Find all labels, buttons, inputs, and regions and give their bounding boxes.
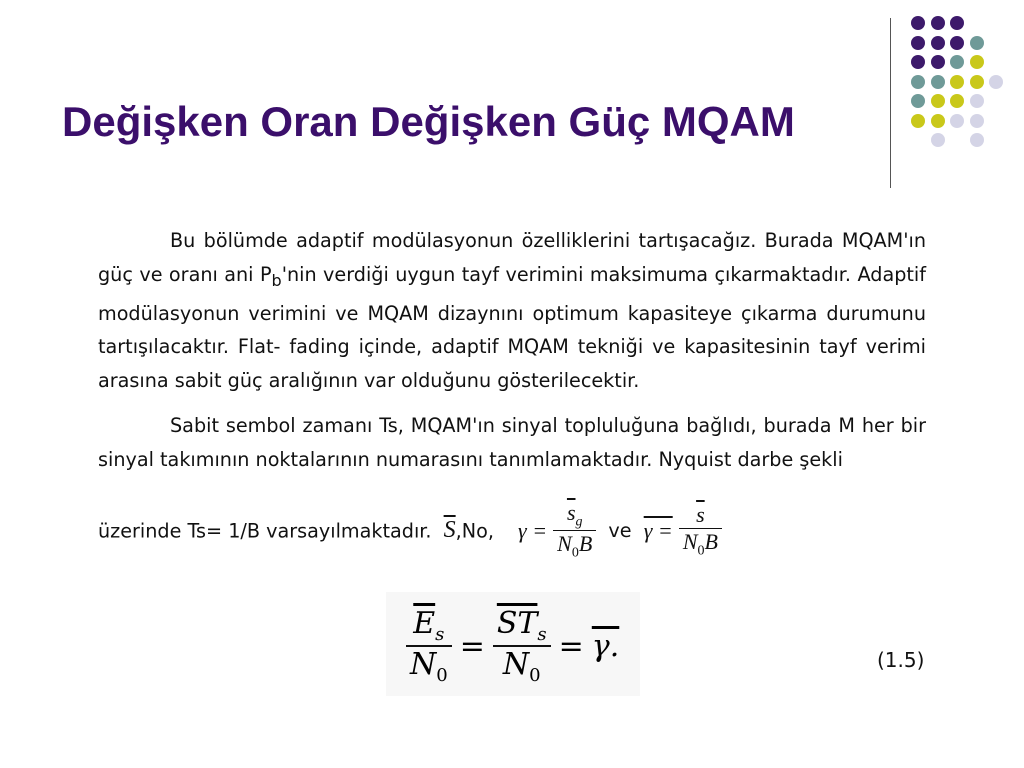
es-over-n0: $\frac{\overline{E}_s}{N_0}$ — [406, 606, 452, 686]
decorative-dot — [950, 114, 964, 128]
body-text — [98, 224, 926, 476]
decorative-dot — [950, 75, 964, 89]
decorative-dot — [970, 133, 984, 147]
decorative-dot — [931, 114, 945, 128]
decorative-dot — [970, 94, 984, 108]
decorative-dot — [950, 36, 964, 50]
decorative-dot — [911, 75, 925, 89]
decorative-dot — [970, 75, 984, 89]
decorative-dot — [911, 36, 925, 50]
decorative-dot — [989, 75, 1003, 89]
formula-line: üzerinde Ts= 1/B varsayılmaktadır. $\overline{S},No$, γ = $\frac{\overline{s}_g}{N_0B}$ ve γ = $\frac{\overline{s}}{N_0B}$ — [98, 500, 722, 560]
slide-title: Değişken Oran Değişken Güç MQAM — [62, 98, 795, 145]
decorative-dot — [970, 114, 984, 128]
gamma-s-fraction: $\frac{\overline{s}}{N_0B}$ — [679, 502, 722, 559]
gamma-sg-fraction: $\frac{\overline{s}_g}{N_0B}$ — [553, 500, 596, 562]
decorative-dot — [911, 114, 925, 128]
decorative-dot — [931, 36, 945, 50]
st-over-n0: $\frac{\overline{ST}_s}{N_0}$ — [493, 606, 551, 686]
decorative-dot — [931, 16, 945, 30]
decorative-dot — [931, 75, 945, 89]
equation-1-5: $\frac{\overline{E}_s}{N_0}$ = $\frac{\overline{ST}_s}{N_0}$ = γ. — [386, 592, 640, 696]
decorative-dot — [950, 16, 964, 30]
decorative-dot — [911, 55, 925, 69]
decorative-dot — [931, 94, 945, 108]
decorative-dot — [911, 16, 925, 30]
decorative-dot — [950, 94, 964, 108]
decorative-dot — [911, 94, 925, 108]
decorative-dot — [931, 55, 945, 69]
paragraph-2: Sabit sembol zamanı Ts, MQAM'ın sinyal topluluğuna bağlıdı, burada M her bir sinyal takımının noktalarının numarasını tanımlamaktadır. Nyquist darbe şekli — [98, 414, 926, 471]
title-divider — [890, 18, 891, 188]
decorative-dot — [950, 55, 964, 69]
decorative-dot — [931, 133, 945, 147]
paragraph-1: Bu bölümde adaptif modülasyonun özelliklerini tartışacağız. Burada MQAM'ın güç ve oranı ani $P_b'nin$ verdiği uygun tayf verimini maksimuma çıkarmaktadır. Adaptif modülasyonun verimini ve MQAM dizaynını optimum kapasiteye çıkarma durumunu tartışılacaktır. Flat- fading içinde, adaptif MQAM tekniği ve kapasitesinin tayf verimi arasına sabit güç aralığının var olduğunu gösterilecektir. — [98, 229, 926, 392]
equation-number: (1.5) — [877, 648, 925, 672]
decorative-dot — [970, 36, 984, 50]
decorative-dot — [970, 55, 984, 69]
